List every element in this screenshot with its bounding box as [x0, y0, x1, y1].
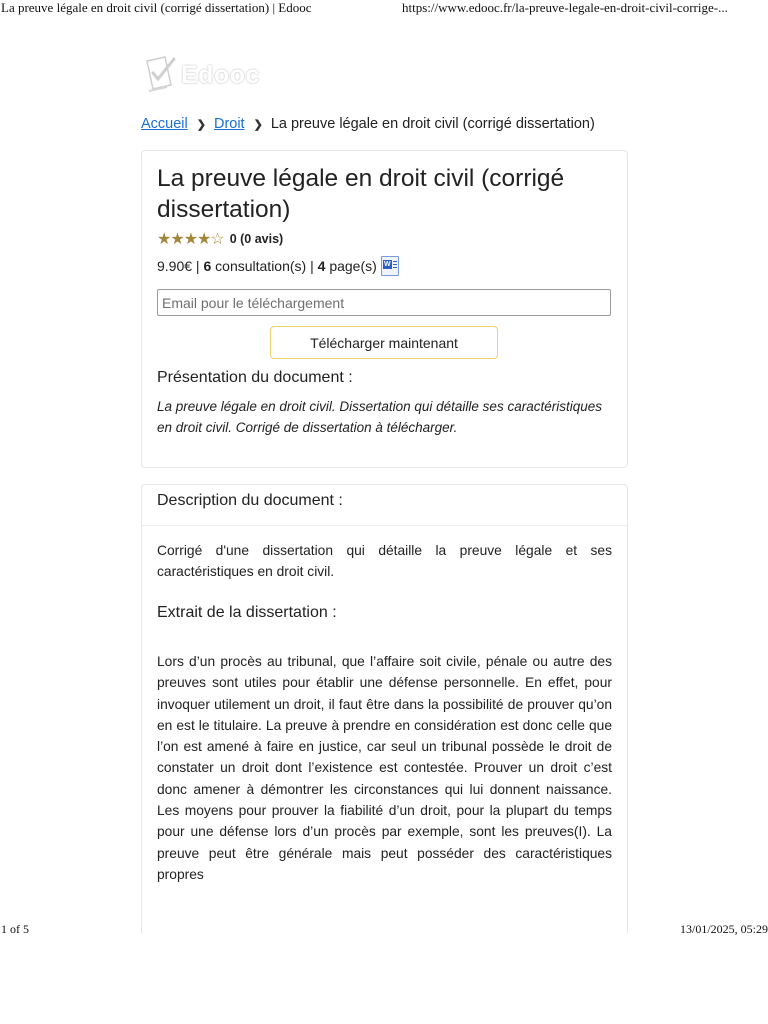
breadcrumb	[141, 116, 595, 132]
rating-text: 0 (0 avis)	[229, 232, 284, 246]
pages-count: 4	[317, 258, 326, 274]
chevron-right-icon: ❯	[253, 118, 263, 131]
breadcrumb-home-link[interactable]: Accueil	[141, 116, 188, 132]
consultations-label: consultation(s)	[215, 258, 307, 274]
rating	[157, 229, 283, 249]
description-text: Corrigé d'une dissertation qui détaille la preuve légale et ses caractéristiques en droit civil.	[157, 543, 612, 579]
breadcrumb-current: La preuve légale en droit civil (corrigé dissertation)	[270, 116, 595, 132]
presentation-heading: Présentation du document :	[157, 369, 353, 386]
print-page-title: La preuve légale en droit civil (corrigé dissertation) | Edooc	[1, 0, 312, 15]
extrait-heading: Extrait de la dissertation :	[157, 604, 337, 621]
print-page-number: 1 of 5	[1, 922, 29, 936]
presentation-text: La preuve légale en droit civil. Dissertation qui détaille ses caractéristiques en droit civil. Corrigé de dissertation à télécharger.	[157, 399, 602, 435]
consultations-count: 6	[203, 258, 212, 274]
description-header	[142, 485, 627, 526]
edooc-logo[interactable]	[141, 55, 281, 97]
description-heading: Description du document :	[157, 492, 343, 509]
extrait-text: Lors d’un procès au tribunal, que l’affaire soit civile, pénale ou autre des preuves sont utiles pour établir une défense personnelle. En effet, pour invoquer utilement un droit, il faut être dans la possibilité de prouver qu’on en est le titulaire. La preuve à prendre en considération est donc celle que l’on est amené à faire en justice, car seul un tribunal possède le droit de constater un droit dont l’existence est contestée. Prouver un droit c’est donc amener à démontrer les circonstances qui lui donnent naissance. Les moyens pour prouver la fiabilité d’un droit, pour la plupart du temps pour une défense lors d’un procès par exemple, sont les preuves(I). La preuve peut être générale mais peut posséder des caractéristiques propres	[157, 654, 612, 882]
logo-wordmark: Edooc	[181, 61, 260, 89]
print-page-url: https://www.edooc.fr/la-preuve-legale-en-droit-civil-corrige-...	[402, 0, 728, 15]
word-doc-icon: W	[381, 256, 399, 276]
document-description-card	[141, 484, 628, 935]
star-rating-icon: ★★★★☆	[157, 231, 224, 248]
price: 9.90€	[157, 258, 193, 274]
breadcrumb-droit-link[interactable]: Droit	[213, 116, 245, 132]
page-title: La preuve légale en droit civil (corrigé dissertation)	[157, 165, 565, 223]
email-field[interactable]	[157, 289, 611, 316]
download-now-button[interactable]: Télécharger maintenant	[270, 326, 498, 359]
document-summary-card	[141, 150, 628, 468]
document-meta: 9.90€ | 6 consultation(s) | 4 page(s) W	[157, 256, 399, 276]
print-header	[0, 0, 768, 18]
logo-checkmark-icon	[141, 55, 181, 97]
print-datetime: 13/01/2025, 05:29	[679, 922, 768, 936]
print-footer	[0, 922, 768, 940]
pages-label: page(s)	[329, 258, 377, 274]
chevron-right-icon: ❯	[196, 118, 206, 131]
